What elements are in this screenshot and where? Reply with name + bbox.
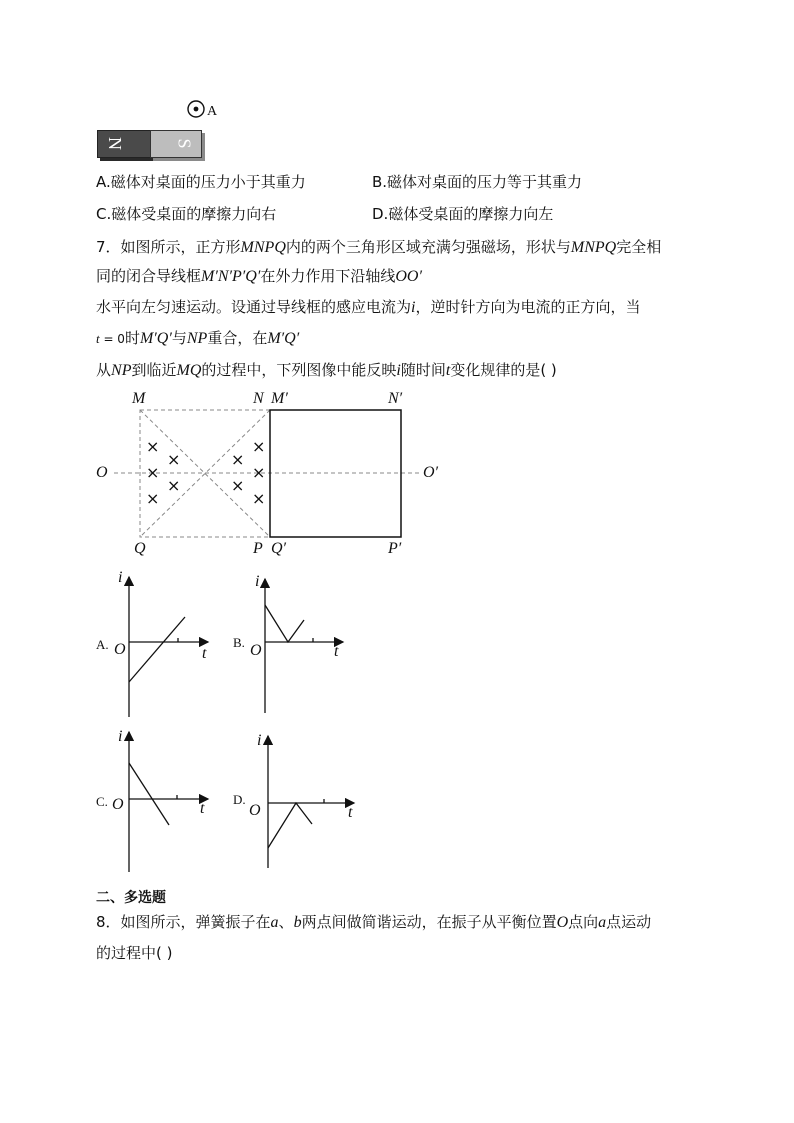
field-cross: × bbox=[252, 437, 266, 456]
graph-b bbox=[230, 565, 360, 725]
graph-a-o-label: O bbox=[114, 641, 126, 658]
graph-b-o-label: O bbox=[250, 642, 262, 659]
label-p: P bbox=[253, 540, 263, 557]
q8-line-1: 8．如图所示，弹簧振子在a、b两点间做简谐运动，在振子从平衡位置O点向a点运动 bbox=[96, 913, 652, 931]
graph-a bbox=[94, 565, 224, 725]
graph-d-o-label: O bbox=[249, 802, 261, 819]
field-cross: × bbox=[231, 476, 245, 495]
field-cross: × bbox=[252, 489, 266, 508]
field-diagram bbox=[90, 390, 450, 560]
label-n: N bbox=[253, 390, 264, 407]
graph-b-i-label: i bbox=[255, 573, 260, 590]
field-cross: × bbox=[146, 463, 160, 482]
field-cross: × bbox=[167, 476, 181, 495]
graph-c-o-label: O bbox=[112, 796, 124, 813]
q7-line-4: t = 0时M′Q′与NP重合，在M′Q′ bbox=[96, 329, 300, 347]
field-cross: × bbox=[146, 489, 160, 508]
q7-magnetic-field-figure bbox=[90, 390, 450, 560]
label-q: Q bbox=[134, 540, 146, 557]
bar-magnet bbox=[97, 130, 201, 160]
field-cross: × bbox=[146, 437, 160, 456]
magnet-n-text: N bbox=[105, 137, 125, 150]
q6-option-a: A.磁体对桌面的压力小于其重力 bbox=[96, 173, 306, 191]
q7-line-3: 水平向左匀速运动。设通过导线框的感应电流为i，逆时针方向为电流的正方向，当 bbox=[96, 298, 641, 316]
graph-d-option-label: D. bbox=[233, 792, 246, 807]
q6-option-d: D.磁体受桌面的摩擦力向左 bbox=[372, 205, 554, 223]
label-n-prime: N′ bbox=[388, 390, 403, 407]
field-cross: × bbox=[231, 450, 245, 469]
graph-b-t-label: t bbox=[334, 643, 339, 660]
graph-a-t-label: t bbox=[202, 645, 207, 662]
dot-symbol-icon bbox=[186, 99, 206, 119]
q6-figure bbox=[96, 95, 216, 161]
graph-c bbox=[94, 728, 224, 878]
graph-a-i-label: i bbox=[118, 569, 123, 586]
graph-d bbox=[232, 730, 372, 880]
label-m: M bbox=[132, 390, 146, 407]
label-o-prime: O′ bbox=[423, 464, 439, 481]
q6-option-c: C.磁体受桌面的摩擦力向右 bbox=[96, 205, 277, 223]
q7-line-2: 同的闭合导线框M′N′P′Q′在外力作用下沿轴线OO′ bbox=[96, 267, 422, 285]
graph-c-t-label: t bbox=[200, 800, 205, 817]
field-cross: × bbox=[167, 450, 181, 469]
graph-c-i-label: i bbox=[118, 728, 123, 745]
label-o: O bbox=[96, 464, 108, 481]
label-q-prime: Q′ bbox=[271, 540, 287, 557]
q7-line-1: 7．如图所示，正方形MNPQ内的两个三角形区域充满匀强磁场，形状与MNPQ完全相 bbox=[96, 238, 662, 256]
graph-b-option-label: B. bbox=[233, 635, 245, 650]
q7-line-5: 从NP到临近MQ的过程中，下列图像中能反映i随时间t变化规律的是( ) bbox=[96, 361, 557, 379]
label-p-prime: P′ bbox=[388, 540, 402, 557]
field-cross: × bbox=[252, 463, 266, 482]
magnet-s-text: S bbox=[174, 138, 195, 149]
graph-a-option-label: A. bbox=[96, 637, 109, 652]
q8-line-2: 的过程中( ) bbox=[96, 944, 173, 962]
section-heading-multiple-choice: 二、多选题 bbox=[96, 890, 166, 906]
label-m-prime: M′ bbox=[271, 390, 288, 407]
graph-c-option-label: C. bbox=[96, 794, 108, 809]
graph-d-t-label: t bbox=[348, 804, 353, 821]
graph-d-i-label: i bbox=[257, 732, 262, 749]
q6-option-b: B.磁体对桌面的压力等于其重力 bbox=[372, 173, 583, 191]
point-a-label: A bbox=[207, 104, 218, 119]
